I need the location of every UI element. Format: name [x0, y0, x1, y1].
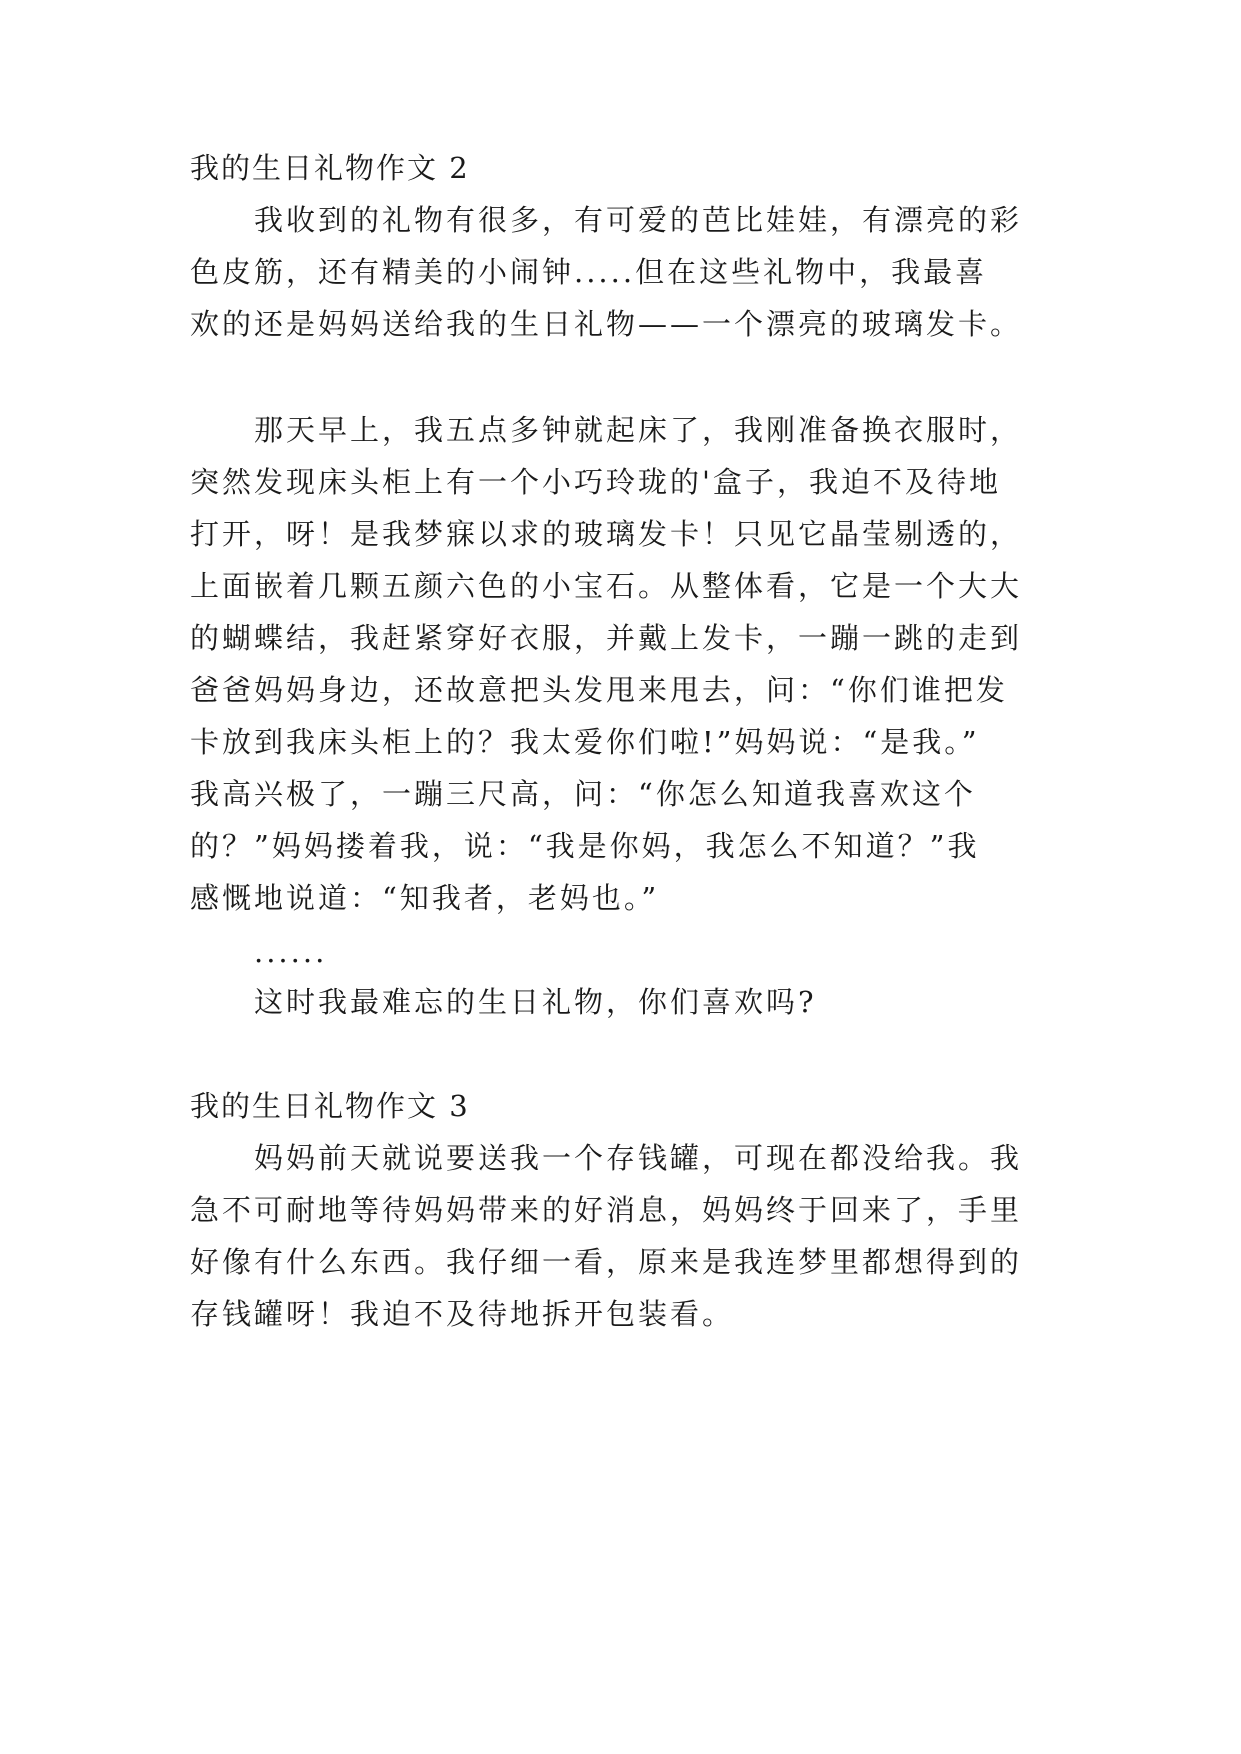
essay-2-p2-line-8: 我高兴极了，一蹦三尺高，问：“你怎么知道我喜欢这个	[190, 777, 976, 811]
essay-2-p2-line-2: 突然发现床头柜上有一个小巧玲珑的'盒子，我迫不及待地	[190, 465, 1001, 499]
essay-2-p2-line-4: 上面嵌着几颗五颜六色的小宝石。从整体看，它是一个大大	[190, 569, 1023, 603]
essay-2-ellipsis: ......	[254, 935, 328, 969]
essay-2-p1-line-1: 我收到的礼物有很多，有可爱的芭比娃娃，有漂亮的彩	[254, 203, 1023, 237]
essay-2-p1-line-3: 欢的还是妈妈送给我的生日礼物——一个漂亮的玻璃发卡。	[190, 307, 1023, 341]
essay-2-p2-line-1: 那天早上，我五点多钟就起床了，我刚准备换衣服时，	[254, 413, 1023, 447]
essay-2-p2-line-5: 的蝴蝶结，我赶紧穿好衣服，并戴上发卡，一蹦一跳的走到	[190, 621, 1023, 655]
essay-2-p2-line-6: 爸爸妈妈身边，还故意把头发甩来甩去，问：“你们谁把发	[190, 673, 1008, 707]
essay-3-p1-line-3: 好像有什么东西。我仔细一看，原来是我连梦里都想得到的	[190, 1245, 1023, 1279]
essay-2-p2-line-9: 的？”妈妈搂着我，说：“我是你妈，我怎么不知道？”我	[190, 829, 980, 863]
essay-2-p2-line-3: 打开，呀！是我梦寐以求的玻璃发卡！只见它晶莹剔透的，	[190, 517, 1023, 551]
essay-2-p3: 这时我最难忘的生日礼物，你们喜欢吗?	[254, 985, 817, 1019]
essay-3-title: 我的生日礼物作文 3	[190, 1089, 470, 1123]
essay-3-p1-line-2: 急不可耐地等待妈妈带来的好消息，妈妈终于回来了，手里	[190, 1193, 1023, 1227]
essay-2-p2-line-10: 感慨地说道：“知我者，老妈也。”	[190, 881, 660, 915]
essay-2-p1-line-2: 色皮筋，还有精美的小闹钟.....但在这些礼物中，我最喜	[190, 255, 988, 289]
essay-3-p1-line-4: 存钱罐呀！我迫不及待地拆开包装看。	[190, 1297, 735, 1331]
essay-2-p2-line-7: 卡放到我床头柜上的？我太爱你们啦!”妈妈说：“是我。”	[190, 725, 980, 759]
essay-3-p1-line-1: 妈妈前天就说要送我一个存钱罐，可现在都没给我。我	[254, 1141, 1023, 1175]
essay-2-title: 我的生日礼物作文 2	[190, 151, 470, 185]
